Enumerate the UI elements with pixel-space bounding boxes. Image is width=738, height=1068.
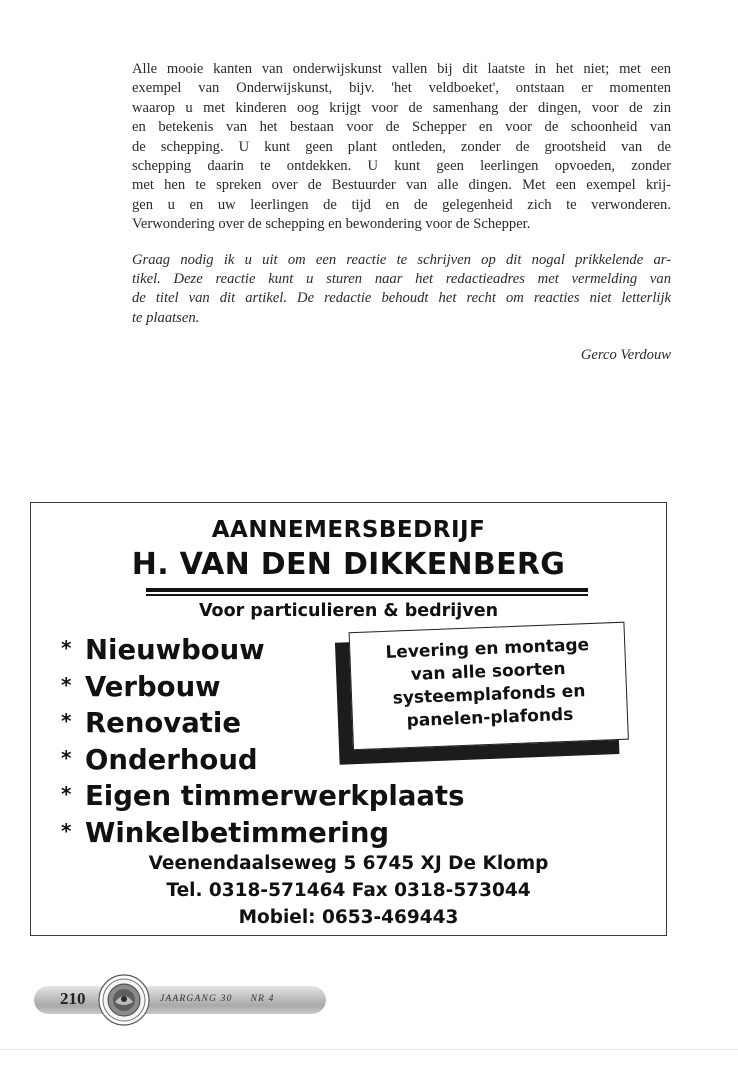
author-name: Gerco Verdouw	[580, 347, 671, 364]
text-line: exempel van Onderwijskunst, bijv. 'het veldboeket', ontstaan er momenten	[132, 80, 671, 97]
article-text	[132, 60, 671, 366]
callout-line: systeemplafonds en	[392, 681, 586, 709]
company-name: H. VAN DEN DIKKENBERG	[131, 547, 566, 582]
text-line: waarop u met kinderen oog krijgt voor de samenhang der dingen, voor de zin	[132, 99, 671, 116]
title-underline	[146, 588, 588, 592]
service-label: Verbouw	[85, 670, 221, 703]
bullet-asterisk: *	[61, 636, 72, 660]
text-line: en betekenis van het bestaan voor de Schepper en voor de schoonheid van	[132, 119, 671, 136]
bullet-asterisk: *	[61, 745, 72, 770]
text-line: de schepping. U kunt geen plant ontleden, zonder de grootsheid van de	[132, 138, 671, 155]
page-footer	[34, 986, 326, 1014]
service-label: Nieuwbouw	[85, 634, 265, 666]
text-line: Verwondering over de schepping en bewondering voor de Schepper.	[132, 216, 531, 233]
text-line: schepping daarin te ontdekken. U kunt geen leerlingen opvoeden, zonder	[132, 158, 671, 175]
title-underline-thin	[146, 594, 588, 596]
article-paragraph	[132, 60, 671, 235]
page-number: 210	[60, 989, 86, 1008]
text-line: te plaatsen.	[132, 309, 200, 326]
editorial-note	[132, 251, 671, 329]
service-label: Onderhoud	[85, 743, 258, 776]
page-edge	[0, 1049, 738, 1050]
issue-number: NR 4	[250, 994, 275, 1004]
text-line: Alle mooie kanten van onderwijskunst vallen bij dit laatste in het niet; met een	[132, 61, 671, 77]
volume: JAARGANG 30	[160, 994, 233, 1004]
bullet-asterisk: *	[61, 709, 72, 734]
bullet-asterisk: *	[61, 782, 72, 807]
callout-panel	[349, 622, 629, 751]
contact-block	[31, 850, 666, 931]
callout-box	[341, 622, 634, 765]
callout-line: Levering en montage	[385, 635, 590, 663]
phone-fax: Tel. 0318-571464 Fax 0318-573044	[166, 880, 531, 901]
address: Veenendaalseweg 5 6745 XJ De Klomp	[148, 853, 549, 874]
service-label: Eigen timmerwerkplaats	[85, 780, 465, 813]
text-line: Graag nodig ik u uit om een reactie te schrijven op dit nogal prikkelende ar-	[132, 251, 671, 268]
callout-line: van alle soorten	[410, 658, 566, 685]
service-label: Winkelbetimmering	[85, 816, 390, 849]
callout-line: panelen-plafonds	[406, 704, 574, 732]
bullet-asterisk: *	[61, 818, 72, 843]
advertisement	[30, 502, 667, 936]
bullet-asterisk: *	[61, 672, 72, 697]
list-item	[61, 814, 464, 851]
text-line: tikel. Deze reactie kunt u sturen naar het redactieadres met vermelding van	[132, 271, 671, 288]
service-label: Renovatie	[85, 707, 242, 740]
list-item	[61, 777, 464, 814]
issue-meta	[160, 994, 293, 1004]
text-line: de titel van dit artikel. De redactie behoudt het recht om reacties niet letterlijk	[132, 290, 671, 307]
target-audience: Voor particulieren & bedrijven	[198, 601, 499, 621]
text-line: gen u en uw leerlingen de tijd en de gelegenheid zich te verwonderen.	[132, 196, 671, 213]
company-kind: AANNEMERSBEDRIJF	[211, 517, 486, 543]
mobile-number: Mobiel: 0653-469443	[238, 907, 459, 928]
magazine-seal-icon	[98, 974, 150, 1026]
text-line: met hen te spreken over de Bestuurder van alle dingen. Met een exempel krij-	[132, 177, 671, 194]
